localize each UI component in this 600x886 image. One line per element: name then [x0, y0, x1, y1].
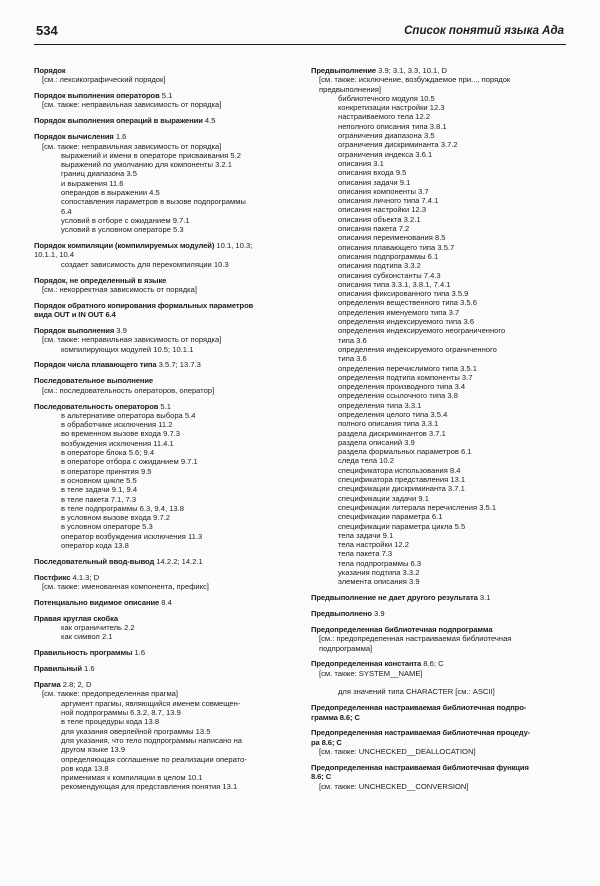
entry-term: Порядок обратного копирования формальных параметров: [34, 300, 254, 310]
entry-line: во временном вызове входа 9.7.3: [61, 429, 180, 439]
index-entry: [34, 376, 296, 395]
entry-heading: [34, 91, 296, 100]
index-entry: [34, 132, 296, 234]
entry-line: в теле пакета 7.1, 7.3: [61, 494, 137, 504]
entry-line: определения индексируемого неограниченного: [338, 326, 506, 336]
entry-line: описания типа 3.3.1, 3.8.1, 7.4.1: [338, 279, 451, 289]
right-column: [311, 66, 569, 797]
index-entry: [34, 326, 296, 354]
index-entry: [311, 625, 569, 653]
cross-reference-line: [см.: лексикографический порядок]: [42, 75, 166, 85]
entry-line: типа 3.6: [338, 335, 367, 345]
entry-heading: [311, 609, 569, 618]
entry-line: описания настройки 12.3: [338, 205, 427, 215]
entry-heading: [311, 703, 569, 712]
cross-reference-line: [см.: предопределенная настраиваемая библиотечная: [319, 634, 512, 644]
entry-heading: [34, 598, 296, 607]
entry-line: определения вещественного типа 3.5.6: [338, 298, 477, 308]
entry-line: следа тела 10.2: [338, 456, 394, 466]
entry-line: тела пакета 7.3: [338, 549, 393, 559]
entry-line: ров кода 13.8: [61, 763, 109, 773]
entry-line: условий в условном операторе 5.3: [61, 225, 184, 235]
entry-line: в теле процедуры кода 13.8: [61, 717, 160, 727]
entry-term: Предопределенная настраиваемая библиотечная подпро-: [311, 703, 527, 713]
entry-line: в основном цикле 5.5: [61, 475, 137, 485]
entry-reference: 3.1: [477, 593, 491, 603]
entry-heading: [34, 680, 296, 689]
entry-line: описания 3.1: [338, 158, 384, 168]
entry-term: Порядок выполнения: [34, 325, 115, 335]
entry-reference: 4.1.3; D: [70, 572, 100, 582]
entry-term: Порядок компиляции (компилируемых модулей): [34, 241, 215, 251]
entry-line: оператор кода 13.8: [61, 541, 129, 550]
entry-reference: 14.2.2; 14.2.1: [154, 556, 203, 566]
entry-reference: 3.9: [371, 609, 385, 619]
entry-term: Порядок выполнения операторов: [34, 91, 160, 101]
index-entry: [34, 680, 296, 792]
index-entry: [34, 614, 296, 642]
entry-line: описания субконстанты 7.4.3: [338, 270, 441, 280]
entry-line: определения именуемого типа 3.7: [338, 307, 460, 317]
left-column: [34, 66, 296, 798]
entry-line: описания компоненты 3.7: [338, 186, 429, 196]
entry-term: Предвыполнено: [311, 609, 372, 619]
entry-line: полного описания типа 3.3.1: [338, 419, 439, 429]
entry-line: для значений типа CHARACTER [см.: ASCII]: [338, 687, 495, 697]
index-entry: [311, 659, 569, 696]
entry-line: как символ 2.1: [61, 632, 113, 642]
entry-reference: 10.1, 10.3;: [214, 241, 253, 251]
entry-heading: [34, 557, 296, 566]
entry-line: возбуждения исключения 11.4.1: [61, 438, 174, 448]
entry-heading: [34, 276, 296, 285]
entry-line: спецификации дискриминанта 3.7.1: [338, 484, 465, 494]
index-entry: [34, 664, 296, 673]
entry-line: в условном вызове входа 9.7.2: [61, 513, 171, 523]
entry-heading: [34, 664, 296, 673]
entry-line: описания задачи 9.1: [338, 177, 411, 187]
entry-term: Постфикс: [34, 572, 71, 582]
entry-reference: 2.8; 2, D: [60, 680, 92, 690]
cross-reference-line: [см. также: SYSTEM__NAME]: [319, 668, 423, 678]
cross-reference-line: [311, 678, 569, 687]
entry-term: Предопределенная константа: [311, 659, 422, 669]
entry-term: Предопределенная настраиваемая библиотечная процеду-: [311, 728, 531, 738]
entry-line: границ диапазона 3.5: [61, 169, 137, 179]
entry-line: типа 3.6: [338, 354, 367, 364]
page-header: [34, 22, 566, 45]
entry-line: описания подтипа 3.3.2: [338, 261, 421, 271]
entry-line: тела подпрограммы 6.3: [338, 558, 422, 568]
entry-line: ограничения дискриминанта 3.7.2: [338, 140, 458, 150]
entry-line: конкретизации настройки 12.3: [338, 103, 445, 113]
entry-reference: 5.1: [158, 401, 171, 411]
entry-term: Порядок выполнения операций в выражении: [34, 116, 203, 126]
entry-term: Потенциально видимое описание: [34, 597, 160, 607]
entry-line: определения перечислимого типа 3.5.1: [338, 363, 477, 373]
entry-line: спецификатора использования 8.4: [338, 465, 461, 475]
entry-heading: [34, 360, 296, 369]
entry-line: спецификации параметра цикла 5.5: [338, 521, 466, 531]
entry-term: Правильный: [34, 664, 82, 674]
entry-reference: 3.9; 3.1, 3.3, 10.1, D: [376, 66, 447, 75]
entry-term: Предвыполнение не дает другого результата: [311, 593, 478, 603]
entry-line: в теле задачи 9.1, 9.4: [61, 485, 138, 495]
index-entry: [34, 241, 296, 269]
entry-line: компилирующих модулей 10.5; 10.1.1: [61, 344, 194, 354]
entry-line: определения индексируемого ограниченного: [338, 344, 497, 354]
entry-line: грамма 8.6; C: [311, 712, 360, 722]
index-entry: [34, 402, 296, 551]
entry-heading: [311, 728, 569, 737]
entry-line: в операторе блока 5.6; 9.4: [61, 448, 155, 458]
entry-line: оператор возбуждения исключения 11.3: [61, 531, 203, 541]
entry-reference: 4.5: [202, 116, 216, 126]
entry-line: описания подпрограммы 6.1: [338, 251, 439, 261]
index-entry: [34, 66, 296, 85]
entry-line: раздела дискриминантов 3.7.1: [338, 428, 446, 438]
entry-heading: [311, 593, 569, 602]
entry-line: как ограничитель 2.2: [61, 623, 135, 633]
entry-term: Предопределенная библиотечная подпрограмма: [311, 625, 493, 634]
entry-term: Последовательный ввод-вывод: [34, 556, 155, 566]
entry-reference: 5.1: [159, 91, 173, 101]
entry-term: Последовательность операторов: [34, 401, 159, 411]
entry-line: рекомендующая для представления понятия 13.1: [61, 782, 238, 792]
entry-line: 6.4: [61, 206, 72, 216]
entry-term: Последовательное выполнение: [34, 376, 154, 386]
entry-heading: [34, 402, 296, 411]
index-entry: [34, 360, 296, 369]
entry-line: описания входа 9.5: [338, 168, 407, 178]
cross-reference-line: [см. также: именованная компонента, префикс]: [42, 582, 209, 592]
entry-line: описания плавающего типа 3.5.7: [338, 242, 455, 252]
entry-line: создает зависимость для перекомпиляции 10.3: [61, 259, 229, 269]
entry-term: Предопределенная настраиваемая библиотечная функция: [311, 762, 529, 772]
entry-heading: [311, 66, 569, 75]
entry-line: определения подтипа компоненты 3.7: [338, 372, 473, 382]
cross-reference-line: [см.: последовательность операторов, оператор]: [42, 385, 215, 395]
entry-line: 10.1.1, 10.4: [34, 250, 75, 260]
entry-line: в альтернативе оператора выбора 5.4: [61, 410, 196, 420]
entry-line: и выражения 11.6: [61, 178, 124, 188]
entry-reference: 1.6: [113, 132, 127, 142]
cross-reference-line: [см. также: UNCHECKED__CONVERSION]: [319, 781, 469, 791]
cross-reference-line: [см. также: UNCHECKED__DEALLOCATION]: [319, 747, 476, 757]
page-number: 534: [36, 23, 58, 38]
entry-heading: [34, 573, 296, 582]
cross-reference-line: [см. также: неправильная зависимость от порядка]: [42, 100, 222, 110]
cross-reference-line: подпрограмма]: [319, 643, 373, 653]
entry-heading: [311, 659, 569, 668]
entry-term: Порядок: [34, 66, 66, 75]
entry-reference: 8.4: [159, 597, 172, 607]
entry-line: описания личного типа 7.4.1: [338, 196, 439, 206]
entry-term: Порядок вычисления: [34, 132, 114, 142]
entry-line: тела настройки 12.2: [338, 540, 409, 550]
entry-line: в условном операторе 5.3: [61, 522, 153, 532]
entry-heading: [34, 301, 296, 310]
entry-line: определения типа 3.3.1: [338, 400, 422, 410]
index-entry: [34, 557, 296, 566]
entry-line: спецификации задачи 9.1: [338, 493, 429, 503]
entry-line: в операторе принятия 9.5: [61, 466, 152, 476]
entry-line: в операторе отбора с ожиданием 9.7.1: [61, 457, 198, 467]
entry-term: Правильность программы: [34, 648, 133, 658]
entry-line: библиотечного модуля 10.5: [338, 93, 435, 103]
index-entry: [311, 66, 569, 587]
cross-reference-line: [см. также: неправильная зависимость от порядка]: [42, 141, 222, 151]
entry-line: сопоставления параметров в вызове подпрограммы: [61, 197, 246, 207]
index-entry: [34, 573, 296, 592]
entry-line: определения индексируемого типа 3.6: [338, 317, 475, 327]
index-entry: [311, 728, 569, 756]
index-entry: [311, 763, 569, 791]
entry-heading: [34, 376, 296, 385]
entry-line: ной подпрограммы 6.3.2, 8.7, 13.9: [61, 708, 181, 718]
entry-reference: 8.6; C: [421, 659, 444, 669]
entry-line: описания пакета 7.2: [338, 224, 410, 234]
index-entry: [34, 301, 296, 320]
index-entry: [34, 91, 296, 110]
entry-line: раздела описаний 3.9: [338, 437, 415, 447]
entry-heading: [311, 625, 569, 634]
entry-line: определяющая соглашение по реализации операто-: [61, 754, 247, 764]
entry-term: Прагма: [34, 680, 61, 690]
entry-heading: [34, 648, 296, 657]
running-title: Список понятий языка Ада: [404, 25, 564, 37]
entry-heading: [34, 241, 296, 250]
cross-reference-line: [см. также: предопределенная прагма]: [42, 689, 179, 699]
entry-line: аргумент прагмы, являющийся именем совмещен-: [61, 698, 241, 708]
index-entry: [34, 648, 296, 657]
entry-line: тела задачи 9.1: [338, 530, 394, 540]
entry-heading: [34, 116, 296, 125]
entry-line: операндов в выражении 4.5: [61, 188, 160, 198]
entry-line: ра 8.6; C: [311, 737, 342, 747]
cross-reference-line: [см. также: неправильная зависимость от порядка]: [42, 335, 222, 345]
entry-heading: [34, 66, 296, 75]
index-entry: [34, 598, 296, 607]
entry-line: спецификации параметра 6.1: [338, 512, 443, 522]
entry-line: определения целого типа 3.5.4: [338, 409, 448, 419]
index-entry: [34, 116, 296, 125]
entry-term: Порядок числа плавающего типа: [34, 360, 157, 370]
entry-line: для указания, что тело подпрограммы написано на: [61, 735, 242, 745]
entry-term: Порядок, не определенный в языке: [34, 275, 167, 285]
entry-line: описания фиксированного типа 3.5.9: [338, 289, 469, 299]
entry-line: раздела формальных параметров 6.1: [338, 447, 472, 457]
cross-reference-line: [см. также: исключение, возбуждаемое при..., порядок: [319, 75, 511, 85]
entry-line: 8.6; C: [311, 772, 332, 782]
entry-line: выражений по умолчанию для компоненты 3.2.1: [61, 160, 232, 170]
entry-line: описания переименования 8.5: [338, 233, 446, 243]
entry-line: описания объекта 3.2.1: [338, 214, 421, 224]
entry-line: для указания оверлейной программы 13.5: [61, 726, 211, 736]
entry-line: настраиваемого тела 12.2: [338, 112, 431, 122]
cross-reference-line: [см.: некорректная зависимость от порядка]: [42, 284, 197, 294]
entry-term: Правая круглая скобка: [34, 613, 118, 623]
entry-line: указания подтипа 3.3.2: [338, 568, 420, 578]
entry-line: ограничения диапазона 3.5: [338, 131, 435, 141]
entry-line: вида OUT и IN OUT 6.4: [34, 310, 116, 320]
entry-heading: [34, 132, 296, 141]
index-entry: [34, 276, 296, 295]
entry-line: в теле подпрограммы 6.3, 9.4, 13.8: [61, 503, 184, 513]
entry-line: определения ссылочного типа 3.8: [338, 391, 458, 401]
entry-line: выражений и имени в операторе присваивания 5.2: [61, 150, 241, 160]
entry-reference: 1.6: [132, 648, 146, 658]
entry-term: Предвыполнение: [311, 66, 377, 75]
entry-heading: [34, 326, 296, 335]
entry-line: спецификации литерала перечисления 3.5.1: [338, 502, 497, 512]
index-entry: [311, 703, 569, 722]
cross-reference-line: предвыполнения]: [319, 84, 381, 94]
index-entry: [311, 609, 569, 618]
entry-line: применимая к компиляции в целом 10.1: [61, 773, 203, 783]
entry-heading: [34, 614, 296, 623]
entry-reference: 3.5.7; 13.7.3: [156, 360, 201, 370]
index-entry: [311, 593, 569, 602]
entry-line: условий в отборе с ожиданием 9.7.1: [61, 215, 190, 225]
entry-line: ограничения индекса 3.6.1: [338, 149, 433, 159]
entry-heading: [311, 763, 569, 772]
entry-line: неполного описания типа 3.8.1: [338, 121, 447, 131]
entry-line: элемента описания 3.9: [338, 577, 420, 587]
entry-line: определения производного типа 3.4: [338, 382, 466, 392]
entry-reference: 1.6: [81, 664, 95, 674]
entry-reference: 3.9: [114, 325, 127, 335]
entry-line: спецификатора представления 13.1: [338, 475, 466, 485]
entry-line: другом языке 13.9: [61, 745, 126, 755]
entry-line: в обработчике исключения 11.2: [61, 420, 173, 430]
